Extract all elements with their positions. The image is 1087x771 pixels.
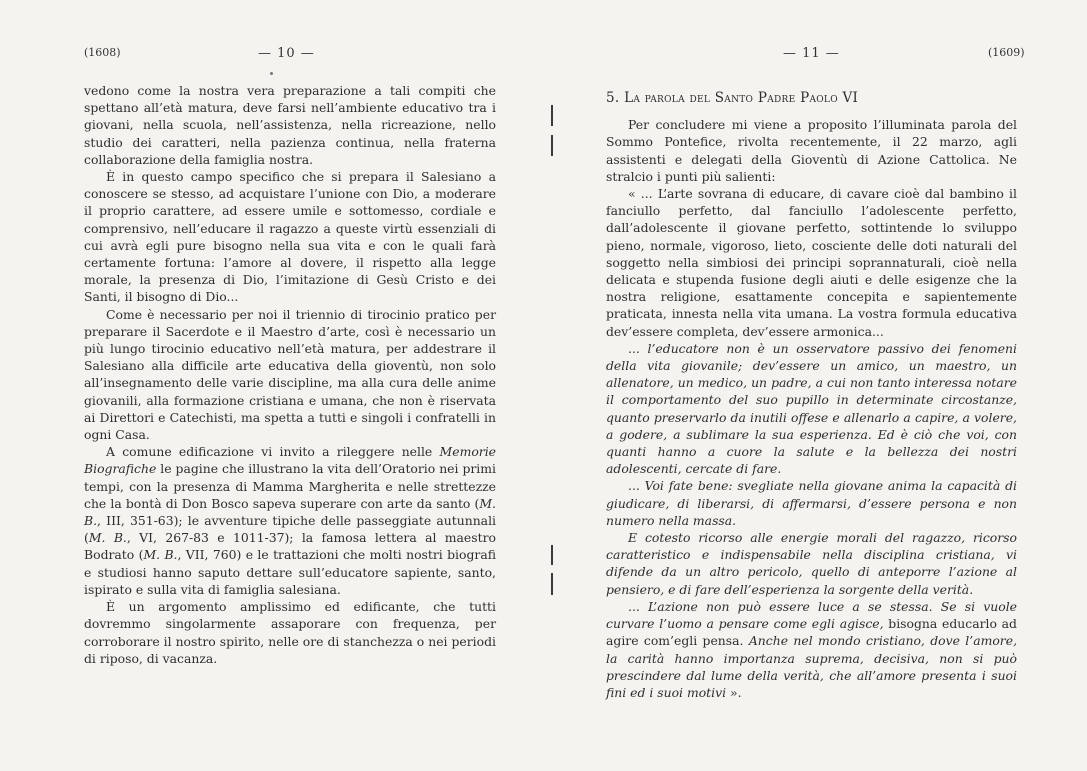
paragraph-memorie — [84, 443, 496, 598]
right-page-code: (1609) — [988, 46, 1025, 59]
text-run: bisogna educarlo ad agire com’egli pensa. — [606, 616, 1017, 649]
quote-paragraph-italic: ... l’educatore non è un osservatore passivo dei fenomeni della vita giovanile; dev’essere un amico, un maestro, un allenatore, un medico, un padre, a cui non tanto interessa notare il comportamento del suo pupillo in determinate circostanze, quanto preservarlo da inutili offese e allenarlo a capire, a volere, a godere, a sublimare la sua esperienza. Ed è ciò che voi, con quanti hanno a cuore la salute e la bellezza dei nostri adolescenti, cercate di fare. — [606, 340, 1017, 477]
left-page — [0, 0, 543, 771]
text-run: ». — [726, 684, 742, 700]
text-run: , VII, 760) e le trattazioni che molti nostri biografi e studiosi hanno saputo dettare sull’educatore sapiente, santo, ispirato e sulla vita di famiglia salesiana. — [84, 547, 496, 597]
quote-paragraph: « ... L’arte sovrana di educare, di cavare cioè dal bambino il fanciullo perfetto, dal fanciullo l’adolescente perfetto, dall’adolescente il giovane perfetto, sottintende lo sviluppo pieno, normale, vigoroso, lieto, cosciente delle doti naturali del soggetto nella simbiosi dei principi soprannaturali, cioè nella delicata e stupenda fusione degli aiuti e delle esigenze che la nostra religione, esattamente concepita e sapientemente praticata, innesta nella vita umana. La vostra formula educativa dev’essere completa, dev’essere armonica... — [606, 186, 1017, 339]
right-page — [543, 0, 1087, 771]
text-run: , III, 351-63); le avventure tipiche delle passeggiate autunnali ( — [84, 513, 496, 546]
ink-speck — [270, 72, 273, 75]
paragraph: Come è necessario per noi il triennio di tirocinio pratico per preparare il Sacerdote e il Maestro d’arte, così è necessario un più lungo tirocinio educativo nell’età matura, per addestrare il Salesiano alla difficile arte educativa della gioventù, non solo all’insegnamento delle varie discipline, ma alla cura delle anime giovanili, alla formazione cristiana e umana, che non è riservata ai Direttori e Catechisti, ma spetta a tutti e singoli i confratelli in ogni Casa. — [84, 306, 496, 443]
paragraph: vedono come la nostra vera preparazione a tali compiti che spettano all’età matura, deve farsi nell’ambiente educativo tra i giovani, nella scuola, nell’assistenza, nella ricreazione, nello studio dei caratteri, nella pazienza continua, nella fraterna collaborazione della famiglia nostra. — [84, 83, 496, 167]
text-run-italic: Memorie Biografiche — [84, 444, 496, 477]
quote-paragraph-italic: ... Voi fate bene: svegliate nella giovane anima la capacità di giudicare, di liberarsi, di affermarsi, d’essere persona e non numero nella massa. — [606, 478, 1017, 528]
quote-paragraph-mixed — [606, 598, 1017, 701]
text-run-italic: M. B. — [143, 547, 178, 563]
left-folio: — 10 — — [258, 46, 315, 61]
right-body-text — [606, 90, 1017, 701]
left-body-text — [84, 82, 496, 667]
text-run-italic: M. B. — [84, 495, 496, 529]
text-run-italic: ... L’azione non può essere luce a se stessa. Se si vuole curvare l’uomo a pensare come egli agisce, — [606, 598, 1017, 632]
left-page-code: (1608) — [84, 46, 121, 59]
right-folio: — 11 — — [783, 46, 840, 61]
quote-paragraph-italic: E cotesto ricorso alle energie morali del ragazzo, ricorso caratteristico e indispensabile nella disciplina cristiana, vi difende da un altro pericolo, quello di anteporre l’azione al pensiero, e di fare dell’esperienza la sorgente della verità. — [606, 530, 1017, 597]
text-run-italic: M. B. — [88, 530, 127, 546]
text-run: A comune edificazione vi invito a rileggere nelle — [106, 444, 440, 460]
paragraph: È in questo campo specifico che si prepara il Salesiano a conoscere se stesso, ad acquistare l’unione con Dio, a moderare il proprio carattere, ad essere umile e sottomesso, cordiale e comprensivo, nell’educare il ragazzo a queste virtù essenziali di cui avrà egli pure bisogno nella sua vita e con le quali farà certamente fortuna: l’amore al dovere, il rispetto alla legge morale, la presenza di Dio, l’imitazione di Gesù Cristo e dei Santi, il bisogno di Dio... — [84, 169, 496, 305]
text-run-italic: Anche nel mondo cristiano, dove l’amore, la carità hanno importanza suprema, decisiva, non si può prescindere dal lume della verità, che all’amore presenta i suoi fini ed i suoi motivi — [606, 633, 1018, 700]
text-run: , VI, 267-83 e 1011-37); la famosa lettera al maestro Bodrato ( — [84, 530, 496, 563]
section-heading: 5. La parola del Santo Padre Paolo VI — [606, 90, 859, 106]
paragraph: Per concludere mi viene a proposito l’illuminata parola del Sommo Pontefice, rivolta recentemente, il 22 marzo, agli assistenti e delegati della Gioventù di Azione Cattolica. Ne stralcio i punti più salienti: — [606, 117, 1017, 184]
paragraph: È un argomento amplissimo ed edificante, che tutti dovremmo singolarmente assaporare con frequenza, per corroborare il nostro spirito, nelle ore di stanchezza o nei periodi di riposo, di vacanza. — [84, 599, 496, 666]
text-run: le pagine che illustrano la vita dell’Oratorio nei primi tempi, con la presenza di Mamma Margherita e nelle strettezze che la bontà di Don Bosco sapeva superare con arte da santo ( — [84, 461, 496, 511]
